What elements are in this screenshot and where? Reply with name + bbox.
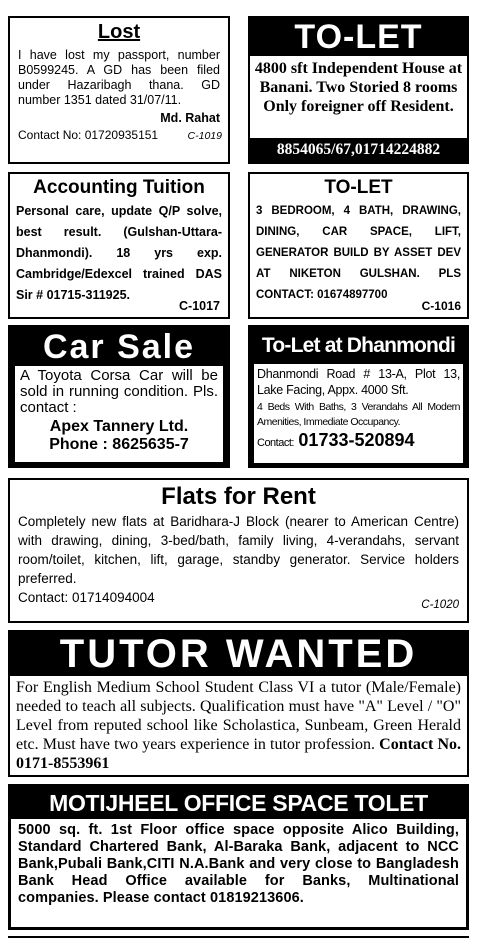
- lost-footer: [10, 126, 228, 142]
- flats-contact: Contact: 01714094004: [18, 590, 155, 605]
- tolet-dhanmondi-title: To-Let at Dhanmondi: [261, 334, 456, 357]
- car-sale-ad: [8, 325, 230, 468]
- car-sale-company: Apex Tannery Ltd.: [49, 418, 189, 435]
- tuition-body: Personal care, update Q/P solve, best result. (Gulshan-Uttara-Dhanmondi). 18 yrs exp. Cambridge/Edexcel trained DAS Sir # 01715-311925.: [16, 204, 222, 302]
- tolet-niketon-ad: [248, 172, 469, 319]
- tutor-ad: [8, 630, 469, 777]
- tolet-dhanmondi-contact-number: 01733-520894: [298, 430, 415, 450]
- tuition-code: C-1017: [179, 299, 220, 313]
- tutor-title: TUTOR WANTED: [10, 632, 467, 676]
- lost-body: I have lost my passport, number B0599245. A GD has been filed under Hazaribagh thana. GD number 1351 dated 31/07/11.: [18, 48, 220, 107]
- motijheel-title: MOTIJHEEL OFFICE SPACE TOLET: [11, 787, 466, 819]
- tolet-niketon-title: TO-LET: [324, 177, 393, 198]
- tolet-dhanmondi-body2: 4 Beds With Baths, 3 Verandahs All Modern Amenities, Immediate Occupancy.: [257, 401, 460, 428]
- tolet-dhanmondi-ad: [248, 325, 469, 468]
- flats-footer: [10, 588, 467, 611]
- car-sale-body: A Toyota Corsa Car will be sold in running condition. Pls. contact :: [20, 367, 218, 416]
- tutor-body: [10, 676, 467, 773]
- tolet-banani-ad: [248, 16, 469, 164]
- tolet-banani-title: TO-LET: [250, 18, 467, 56]
- car-sale-title: Car Sale: [42, 328, 196, 366]
- car-sale-panel: [15, 366, 223, 462]
- lost-code: C-1019: [187, 130, 222, 142]
- lost-signature: Md. Rahat: [160, 111, 220, 125]
- tuition-ad: [8, 172, 230, 319]
- flats-title: Flats for Rent: [161, 483, 316, 510]
- tutor-body-text: For English Medium School Student Class VI a tutor (Male/Female) needed to teach all subjects. Qualification must have "A" Level / "O" Level from reputed school like Scholastica, Sunbeam, Green Herald etc. Must have two years experience in tutor profession.: [16, 679, 461, 753]
- tolet-niketon-code: C-1016: [421, 299, 461, 313]
- flats-ad: [8, 478, 469, 623]
- lost-ad: [8, 16, 230, 164]
- tolet-dhanmondi-panel: [254, 364, 463, 463]
- tolet-dhanmondi-body1: Dhanmondi Road # 13-A, Plot 13, Lake Facing, Appx. 4000 Sft.: [257, 367, 460, 397]
- tolet-banani-contact: 8854065/67,01714224882: [250, 138, 467, 162]
- motijheel-ad: [8, 784, 469, 930]
- flats-code: C-1020: [421, 599, 459, 611]
- car-sale-phone: Phone : 8625635-7: [49, 436, 189, 453]
- tolet-banani-body: 4800 sft Independent House at Banani. Two Storied 8 rooms Only foreigner off Resident.: [254, 60, 463, 115]
- lost-title: Lost: [97, 21, 141, 43]
- tolet-dhanmondi-contact-label: Contact:: [257, 437, 294, 449]
- next-ad-border: [8, 936, 469, 938]
- tuition-title: Accounting Tuition: [33, 177, 205, 198]
- lost-contact: Contact No: 01720935151: [18, 128, 159, 142]
- tolet-niketon-body: 3 BEDROOM, 4 BATH, DRAWING, DINING, CAR SPACE, LIFT, GENERATOR BUILD BY ASSET DEV AT NIKETON GULSHAN. PLS CONTACT: 01674897700: [256, 205, 461, 301]
- tutor-contact: Contact No. 0171-8553961: [16, 736, 462, 772]
- flats-body: Completely new flats at Baridhara-J Block (nearer to American Centre) with drawing, dining, 3-bed/bath, family living, 4-verandahs, servant room/toilet, kitchen, lift, garage, standby generator. Service holders preferred.: [18, 514, 459, 586]
- motijheel-body: 5000 sq. ft. 1st Floor office space opposite Alico Building, Standard Chartered Bank, Al-Baraka Bank, adjacent to NCC Bank,Pubali Bank,CITI N.A.Bank and very close to Bangladesh Bank Head Office available for Banks, Multinational companies. Please contact 01819213606.: [18, 822, 459, 906]
- tolet-dhanmondi-contact: [257, 430, 460, 453]
